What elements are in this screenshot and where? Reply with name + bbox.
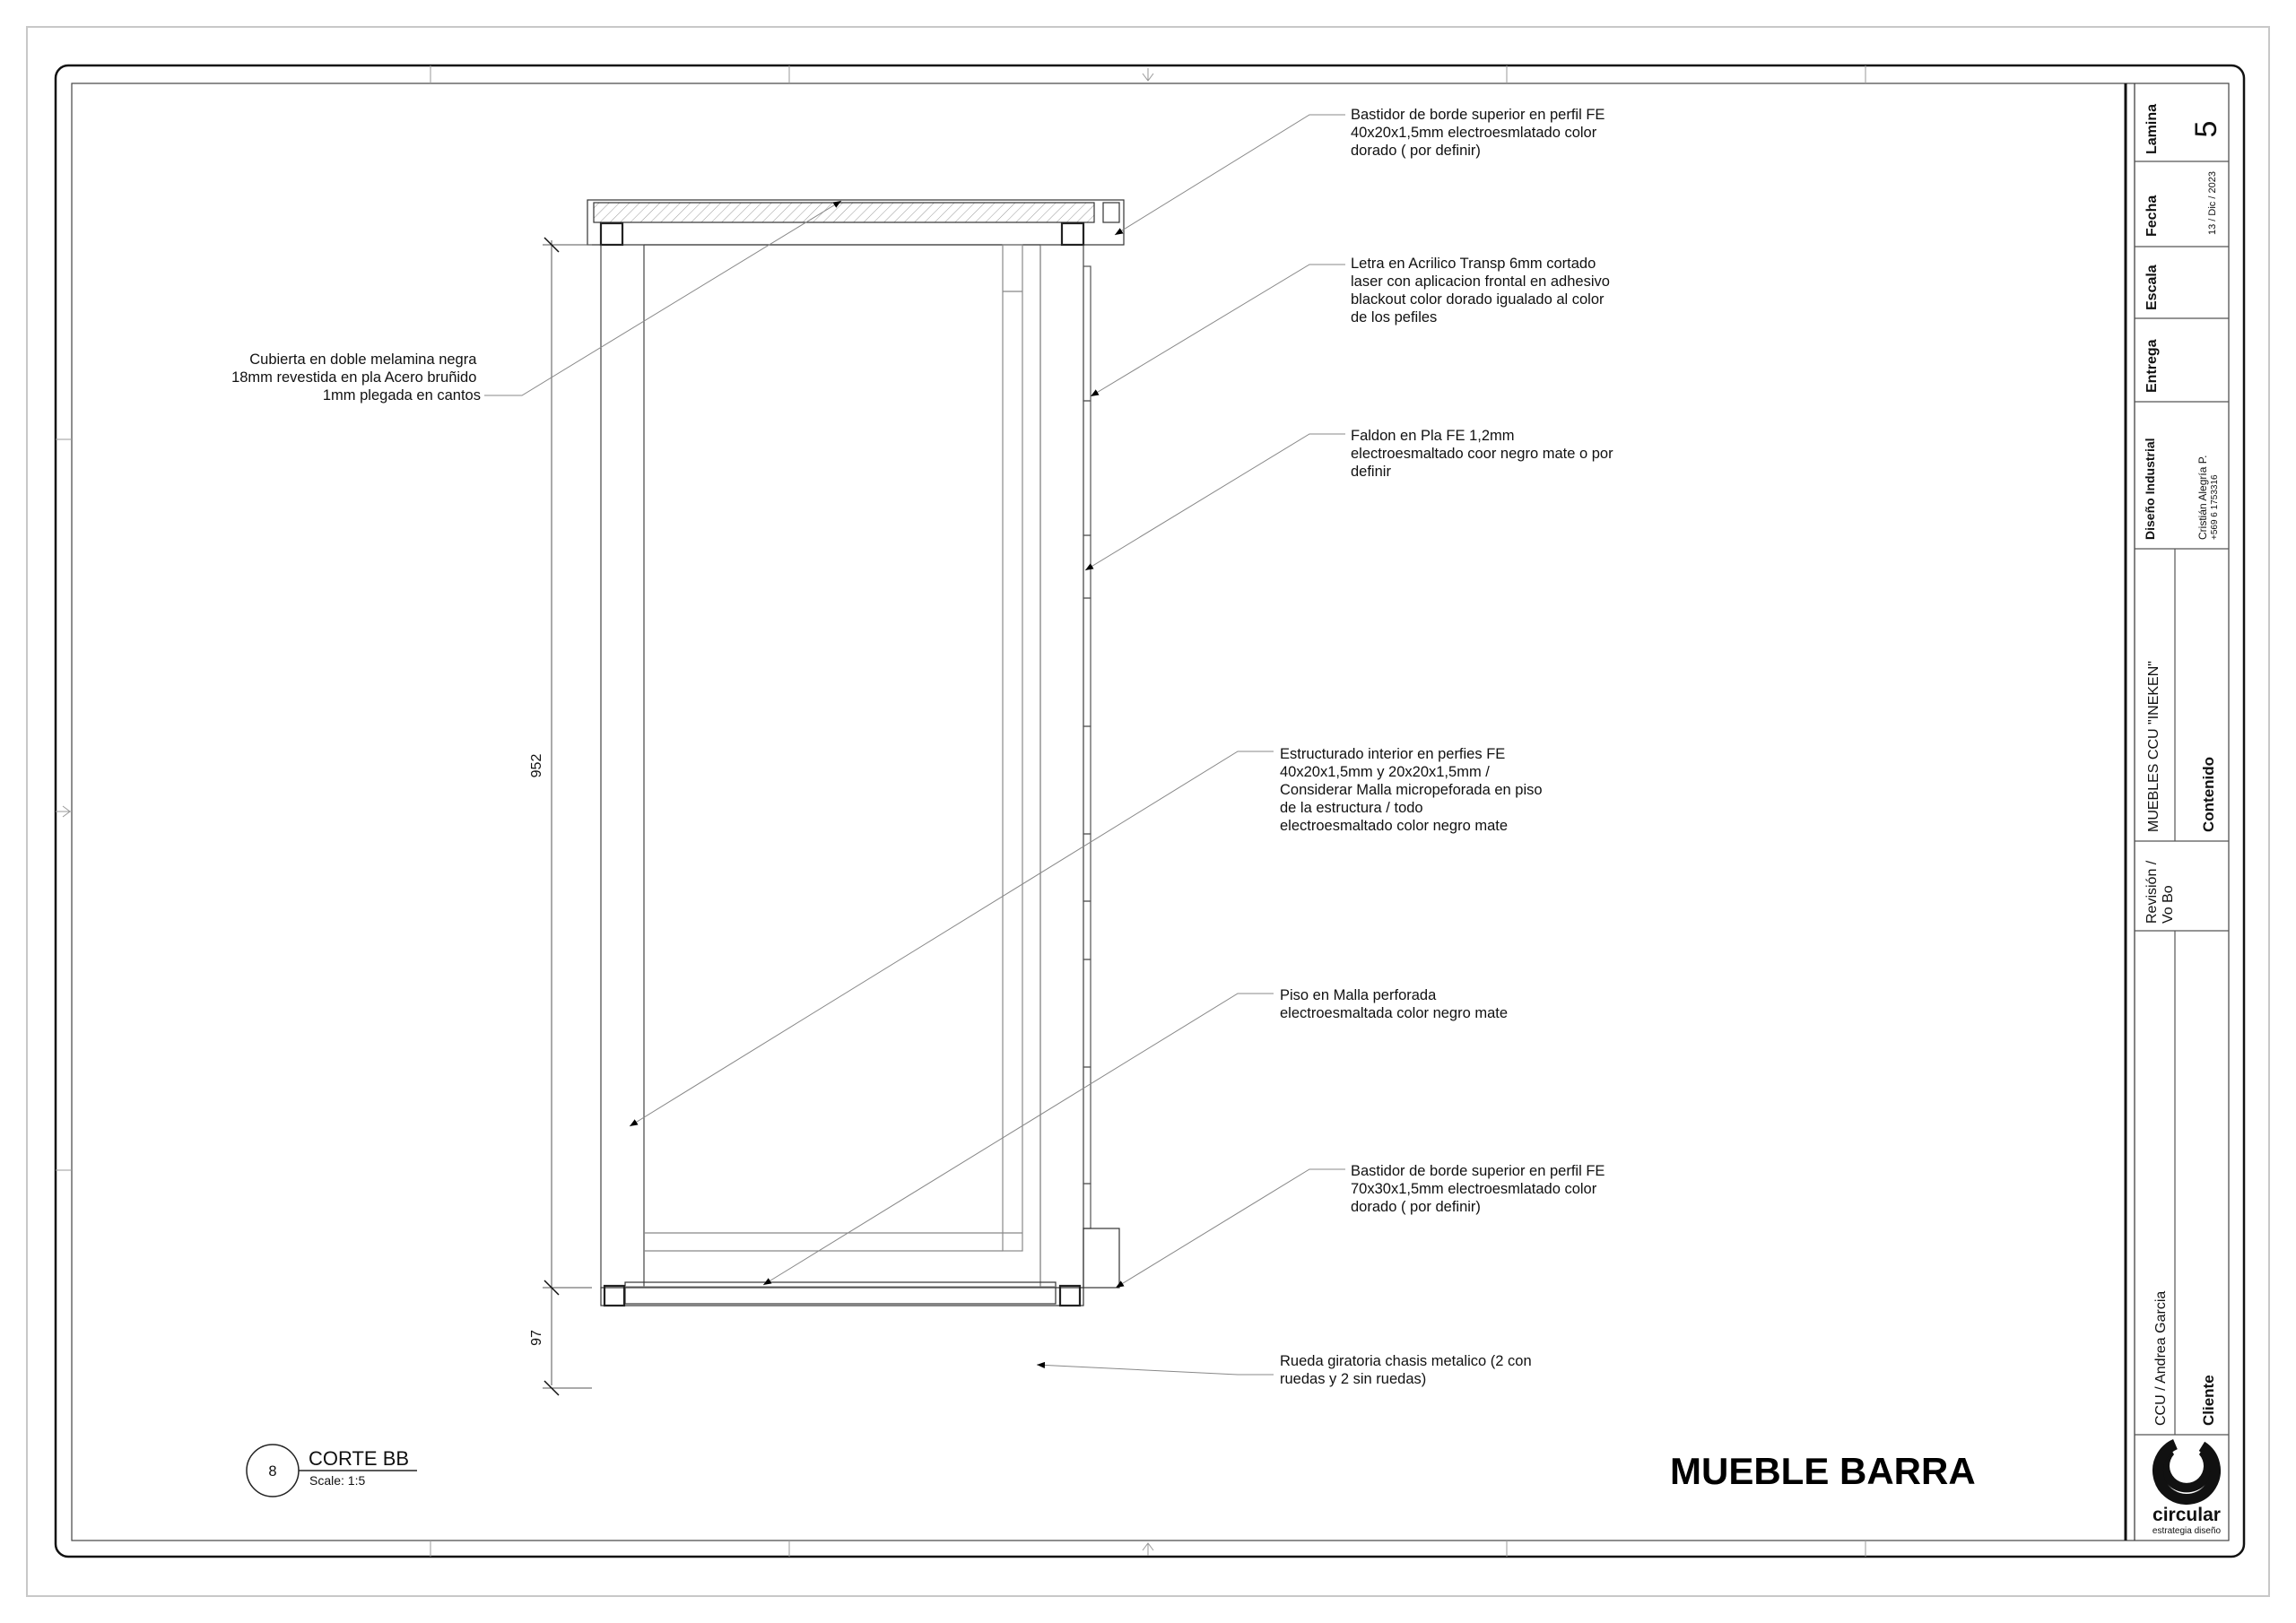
bottom-right-post — [1083, 1228, 1119, 1288]
floor-mesh — [625, 1282, 1056, 1304]
note-estructurado: Estructurado interior en perfies FE 40x20x1,5mm y 20x20x1,5mm / Considerar Malla micropeforada en piso de la estructura / todo electroesmaltado color negro mate — [1280, 746, 1543, 834]
dimension-952: 952 — [529, 753, 544, 778]
note-letra-acrilico: Letra en Acrilico Transp 6mm cortado laser con aplicacion frontal en adhesivo blackout color dorado igualado al color de los pefiles — [1351, 256, 1610, 325]
sheet-title: MUEBLE BARRA — [1670, 1450, 1976, 1492]
inner-sheet-border — [72, 83, 2229, 1541]
note-bastidor-superior: Bastidor de borde superior en perfil FE 40x20x1,5mm electroesmlatado color dorado ( por definir) — [1351, 107, 1605, 159]
circular-logo — [2147, 1431, 2226, 1536]
fecha-label: Fecha — [2144, 195, 2160, 237]
logo-text: circular — [2152, 1505, 2221, 1525]
escala-label: Escala — [2144, 265, 2160, 310]
bottom-right-profile — [1060, 1286, 1080, 1306]
view-title: CORTE BB — [309, 1447, 410, 1470]
top-right-profile — [1062, 223, 1083, 245]
client-value: CCU / Andrea Garcia — [2153, 1290, 2169, 1426]
entrega-label: Entrega — [2144, 339, 2160, 393]
designer-name: Cristián Alegría P. — [2196, 455, 2209, 540]
contenido-label: Contenido — [2200, 756, 2217, 832]
note-piso-malla: Piso en Malla perforada electroesmaltada color negro mate — [1280, 987, 1509, 1021]
note-rueda: Rueda giratoria chasis metalico (2 con ruedas y 2 sin ruedas) — [1280, 1353, 1532, 1387]
title-block — [2126, 83, 2229, 1541]
designer-phone: +569 6 1753316 — [2210, 474, 2220, 540]
vobo-label: Vo Bo — [2161, 885, 2176, 924]
bottom-left-profile — [604, 1286, 624, 1306]
note-cubierta: Cubierta en doble melamina negra 18mm revestida en pla Acero bruñido 1mm plegada en cantos — [231, 352, 481, 404]
countertop-hatch — [594, 203, 1094, 222]
section-drawing — [587, 200, 1124, 1306]
outer-sheet-border — [27, 27, 2269, 1596]
lamina-label: Lamina — [2144, 103, 2160, 154]
sheet-border — [56, 65, 2244, 1557]
lamina-value: 5 — [2189, 120, 2223, 138]
logo-tagline: estrategia diseño — [2152, 1526, 2222, 1536]
view-scale: Scale: 1:5 — [309, 1473, 366, 1488]
note-bastidor-inferior: Bastidor de borde superior en perfil FE 70x30x1,5mm electroesmlatado color dorado ( por definir) — [1351, 1163, 1605, 1215]
top-left-profile — [601, 223, 622, 245]
note-faldon: Faldon en Pla FE 1,2mm electroesmaltado coor negro mate o por definir — [1351, 428, 1613, 480]
leader-lines — [484, 115, 1345, 1375]
diseno-label: Diseño Industrial — [2143, 438, 2157, 540]
view-label — [247, 1445, 417, 1497]
dimension-lines — [543, 238, 592, 1395]
view-number: 8 — [268, 1463, 277, 1480]
revision-label: Revisión / — [2144, 860, 2160, 924]
dimension-97: 97 — [529, 1330, 544, 1346]
client-label: Cliente — [2200, 1375, 2217, 1426]
project-name: MUEBLES CCU "INEKEN" — [2146, 661, 2161, 832]
fecha-value: 13 / Dic / 2023 — [2207, 171, 2218, 235]
